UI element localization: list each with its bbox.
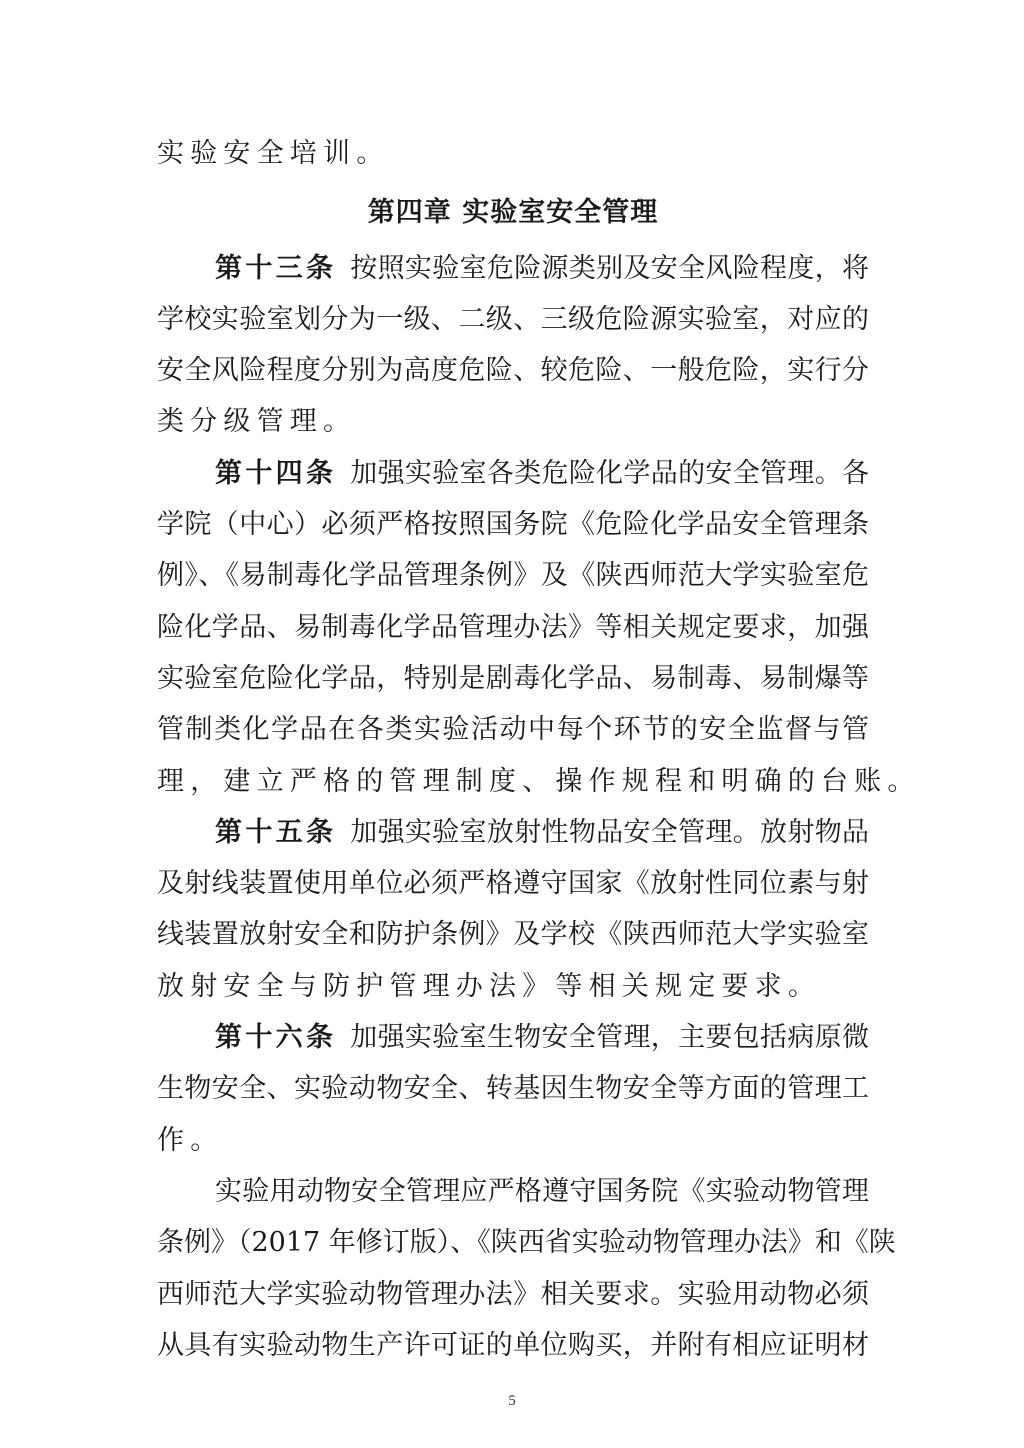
article-14-label: 第十四条	[215, 457, 337, 489]
document-page	[157, 128, 921, 1371]
article-14-line-5: 实验室危险化学品，特别是剧毒化学品、易制毒、易制爆等	[157, 662, 869, 694]
article-13-line-1	[157, 243, 869, 294]
article-16	[157, 1012, 869, 1166]
animal-line-2: 条例》（2017 年修订版）、《陕西省实验动物管理办法》和《陕	[157, 1227, 896, 1259]
article-15-line-2: 及射线装置使用单位必须严格遵守国家《放射性同位素与射	[157, 868, 869, 900]
article-14-line-6: 管制类化学品在各类实验活动中每个环节的安全监督与管	[157, 714, 869, 746]
article-14-line-2: 学院（中心）必须严格按照国务院《危险化学品安全管理条	[157, 509, 869, 541]
intro-line: 实验安全培训。	[157, 138, 390, 169]
article-14	[157, 448, 921, 807]
article-16-line-3: 作。	[157, 1124, 224, 1156]
animal-line-1: 实验用动物安全管理应严格遵守国务院《实验动物管理	[215, 1175, 869, 1207]
animal-line-3: 西师范大学实验动物管理办法》相关要求。实验用动物必须	[157, 1278, 869, 1310]
article-13	[157, 243, 869, 448]
article-15-text-1: 加强实验室放射性物品安全管理。放射物品	[350, 816, 870, 848]
article-14-line-4: 险化学品、易制毒化学品管理办法》等相关规定要求，加强	[157, 611, 869, 643]
article-14-line-3: 例》、《易制毒化学品管理条例》及《陕西师范大学实验室危	[157, 560, 869, 592]
article-16-text-1: 加强实验室生物安全管理，主要包括病原微	[350, 1022, 870, 1054]
article-15-label: 第十五条	[215, 816, 337, 848]
article-14-line-1	[157, 448, 869, 499]
article-15-line-3: 线装置放射安全和防护条例》及学校《陕西师范大学实验室	[157, 919, 869, 951]
article-15-line-1	[157, 807, 869, 858]
chapter-title: 第四章 实验室安全管理	[367, 197, 659, 229]
article-13-line-2: 学校实验室划分为一级、二级、三级危险源实验室，对应的	[157, 303, 869, 335]
article-13-line-3: 安全风险程度分别为高度危险、较危险、一般危险，实行分	[157, 355, 869, 387]
article-15-line-4: 放射安全与防护管理办法》等相关规定要求。	[157, 970, 821, 1002]
article-14-line-7: 理，建立严格的管理制度、操作规程和明确的台账。	[157, 765, 921, 797]
article-13-label: 第十三条	[215, 252, 337, 284]
page-number: 5	[508, 1393, 516, 1409]
article-16-label: 第十六条	[215, 1022, 337, 1054]
article-16-line-2: 生物安全、实验动物安全、转基因生物安全等方面的管理工	[157, 1073, 869, 1105]
article-15	[157, 807, 869, 1012]
animal-line-4: 从具有实验动物生产许可证的单位购买，并附有相应证明材	[157, 1329, 869, 1361]
article-16-line-1	[157, 1012, 869, 1063]
animal-paragraph	[157, 1166, 896, 1371]
article-13-text-1: 按照实验室危险源类别及安全风险程度，将	[350, 252, 870, 284]
article-14-text-1: 加强实验室各类危险化学品的安全管理。各	[350, 457, 870, 489]
article-13-line-4: 类分级管理。	[157, 406, 357, 438]
